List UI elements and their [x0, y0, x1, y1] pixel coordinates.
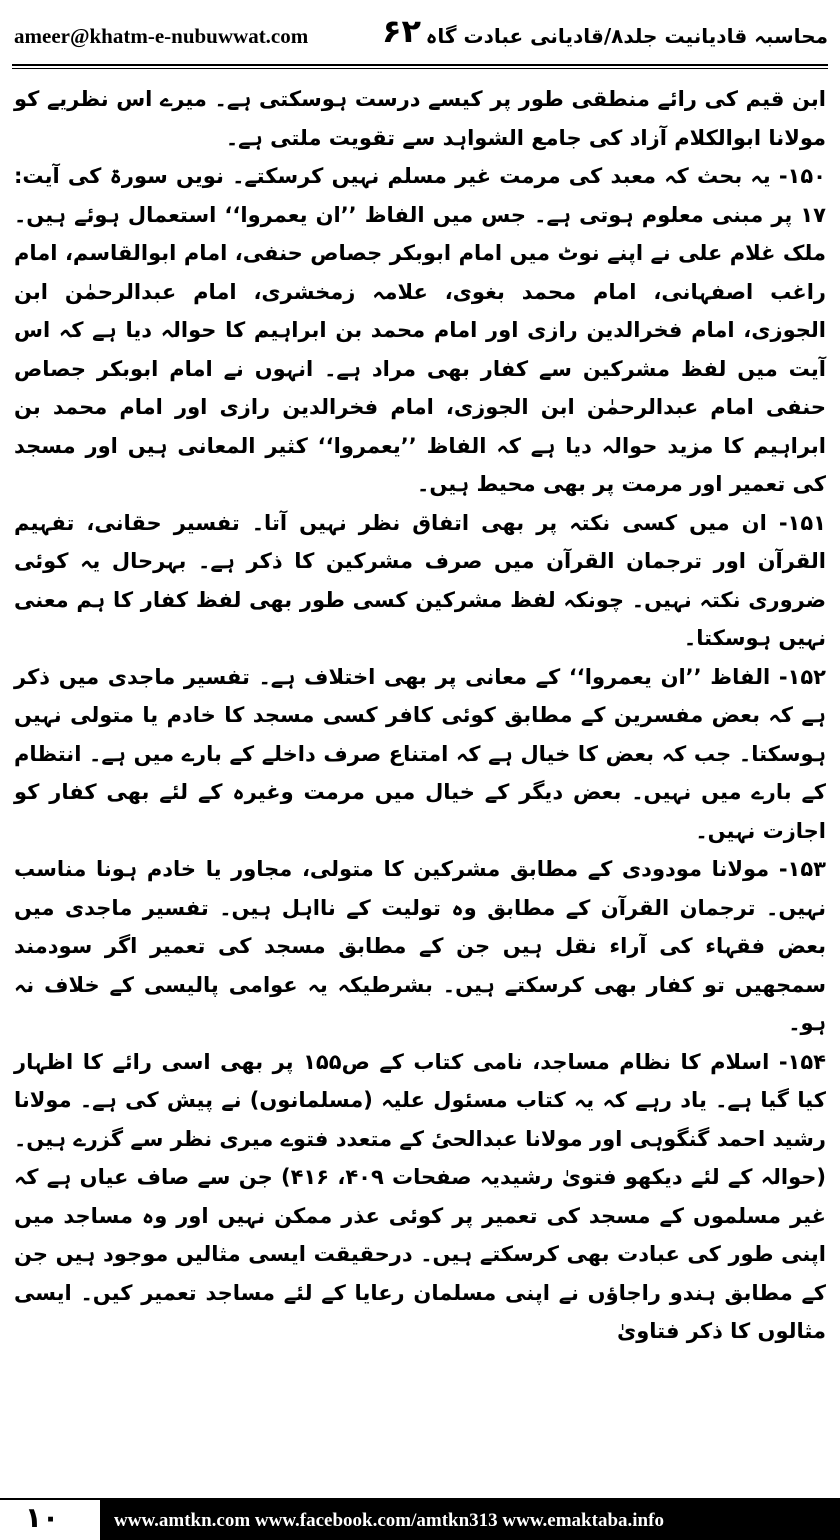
paragraph: ۱۵۰- یہ بحث کہ معبد کی مرمت غیر مسلم نہیں کرسکتے۔ نویں سورۃ کی آیت: ۱۷ پر مبنی معلوم ہوتی ہے۔ جس میں الفاظ ’’ان یعمروا‘‘ استعمال ہوئے ہیں۔ ملک غلام علی نے اپنے نوٹ میں امام ابوبکر جصاص حنفی، امام ابوالقاسم، امام راغب اصفہانی، امام محمد بغوی، علامہ زمخشری، امام عبدالرحمٰن ابن الجوزی، امام فخرالدین رازی اور امام محمد بن ابراہیم کا حوالہ دیا ہے کہ اس آیت میں لفظ مشرکین سے کفار بھی مراد ہے۔ انہوں نے امام ابوبکر جصاص حنفی امام عبدالرحمٰن ابن الجوزی، امام فخرالدین رازی اور امام محمد بن ابراہیم کا مزید حوالہ دیا ہے کہ الفاظ ’’یعمروا‘‘ کثیر المعانی ہیں اور مسجد کی تعمیر اور مرمت پر بھی محیط ہیں۔: [14, 164, 826, 496]
page-header: [0, 0, 840, 74]
header-title: محاسبہ قادیانیت جلد۸/قادیانی عبادت گاہ: [425, 24, 828, 48]
paragraph: ابن قیم کی رائے منطقی طور پر کیسے درست ہوسکتی ہے۔ میرے اس نظریے کو مولانا ابوالکلام آزاد کی جامع الشواہد سے تقویت ملتی ہے۔: [14, 87, 826, 150]
paragraph: ۱۵۲- الفاظ ’’ان یعمروا‘‘ کے معانی پر بھی اختلاف ہے۔ تفسیر ماجدی میں ذکر ہے کہ بعض مفسرین کے مطابق کوئی کافر کسی مسجد کا خادم یا متولی نہیں ہوسکتا۔ جب کہ بعض کا خیال ہے کہ امتناع صرف داخلے کے بارے میں ہے۔ انتظام کے بارے میں نہیں۔ بعض دیگر کے خیال میں مرمت وغیرہ کے لئے بھی کفار کو اجازت نہیں۔: [14, 664, 826, 843]
footer-page-number: ۱۰: [24, 1501, 60, 1534]
header-rule: [12, 64, 828, 66]
header-email: ameer@khatm-e-nubuwwat.com: [14, 24, 309, 48]
paragraph: ۱۵۳- مولانا مودودی کے مطابق مشرکین کا متولی، مجاور یا خادم ہونا مناسب نہیں۔ ترجمان القرآن کے مطابق وہ تولیت کے نااہل ہیں۔ تفسیر ماجدی میں بعض فقہاء کی آراء نقل ہیں جن کے مطابق مسجد کی تعمیر اگر سودمند سمجھیں تو کفار بھی کرسکتے ہیں۔ بشرطیکہ یہ عوامی پالیسی کے خلاف نہ ہو۔: [14, 857, 826, 1035]
header-page-number: ۶۲: [382, 12, 422, 50]
header-rule-thin: [12, 68, 828, 69]
paragraph: ۱۵۱- ان میں کسی نکتہ پر بھی اتفاق نظر نہیں آتا۔ تفسیر حقانی، تفہیم القرآن اور ترجمان القرآن میں صرف مشرکین کا ذکر ہے۔ بہرحال یہ کوئی ضروری نکتہ نہیں۔ چونکہ لفظ مشرکین کسی طور بھی لفظ کفار کا ہم معنی نہیں ہوسکتا۔: [14, 510, 826, 650]
paragraph: ۱۵۴- اسلام کا نظام مساجد، نامی کتاب کے ص۱۵۵ پر بھی اسی رائے کا اظہار کیا گیا ہے۔ یاد رہے کہ یہ کتاب مسئول علیہ (مسلمانوں) نے پیش کی ہے۔ مولانا رشید احمد گنگوہی اور مولانا عبدالحیٔ کے متعدد فتوے میری نظر سے گزرے ہیں۔ (حوالہ کے لئے دیکھو فتویٰ رشیدیہ صفحات ۴۰۹، ۴۱۶) جن سے صاف عیاں ہے کہ غیر مسلموں کے مسجد کی تعمیر پر کوئی عذر ممکن نہیں اور وہ مساجد میں اپنی طور کی عبادت بھی کرسکتے ہیں۔ درحقیقت ایسی مثالیں موجود ہیں جن کے مطابق ہندو راجاؤں نے اپنی مسلمان رعایا کے لئے مساجد تعمیر کیں۔ ایسی مثالوں کا ذکر فتاویٰ: [14, 1049, 826, 1343]
body-text: [14, 80, 826, 1351]
footer-urls: www.amtkn.com www.facebook.com/amtkn313 www.emaktaba.info: [114, 1510, 664, 1531]
page-footer: [0, 1498, 840, 1540]
